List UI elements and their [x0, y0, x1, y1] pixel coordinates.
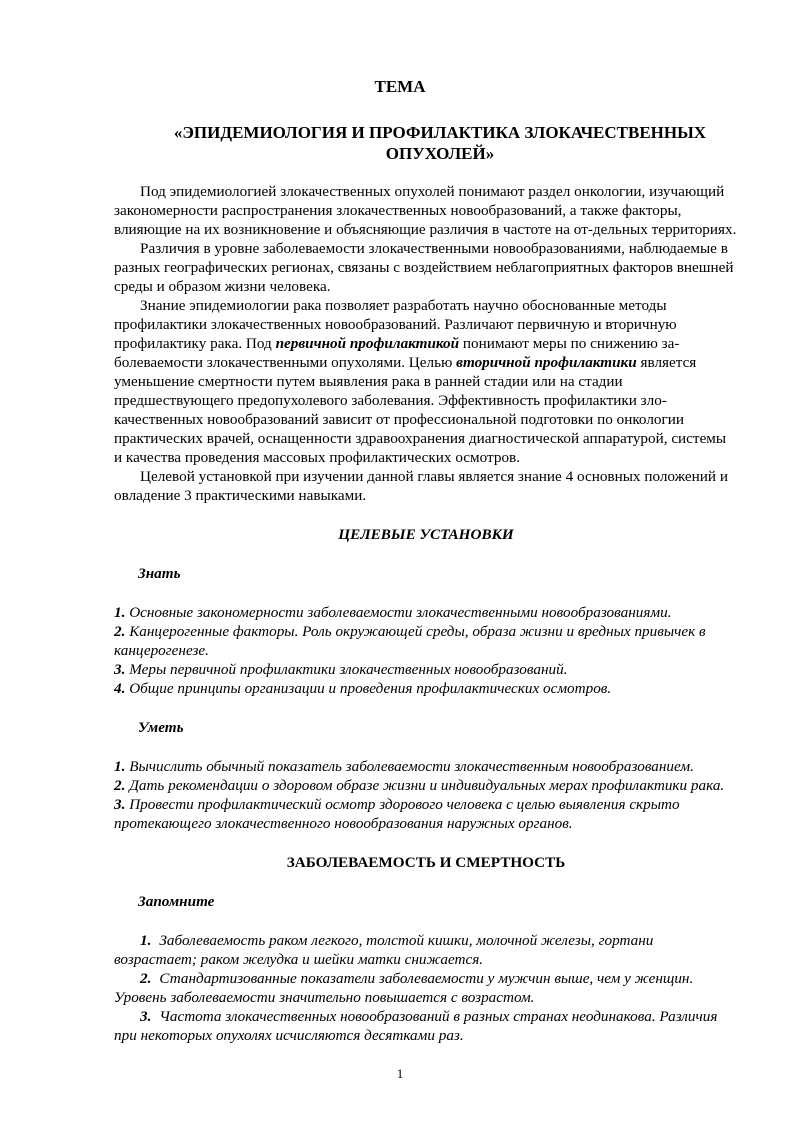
list-item: 1. Заболеваемость раком легкого, толстой кишки, молочной железы, гортани возрастает; раком желудка и шейки матки снижается. [114, 932, 654, 968]
section-heading-morbidity: ЗАБОЛЕВАЕМОСТЬ И СМЕРТНОСТЬ [286, 854, 566, 871]
list-item: 3. Провести профилактический осмотр здорового человека с целью выявления скрыто протекающего злокачественного новообразования наружных органов. [114, 796, 680, 832]
list-item: 1. Вычислить обычный показатель заболеваемости злокачественным новообразованием. [114, 758, 694, 775]
topic-label: ТЕМА [374, 77, 426, 96]
intro-paragraph-3 [114, 296, 738, 467]
memo-label: Запомните [138, 893, 215, 910]
know-list [114, 603, 738, 698]
intro-paragraph-1: Под эпидемиологией злокачественных опухолей понимают раздел онкологии, изучающий закономерности распространения злокачественных новообразований, а также факторы, влияющие на их возникновение и объясняющие различия в частоте на от-дельных территориях. [114, 183, 737, 238]
list-item: 4. Общие принципы организации и проведения профилактических осмотров. [114, 680, 612, 697]
term-secondary-prevention: вторичной профилактики [456, 354, 637, 371]
list-item: 2. Стандартизованные показатели заболеваемости у мужчин выше, чем у женщин. Уровень заболеваемости значительно повышается с возрастом. [114, 970, 694, 1006]
list-item: 2. Дать рекомендации о здоровом образе жизни и индивидуальных мерах профилактики рака. [114, 777, 725, 794]
can-label: Уметь [138, 719, 184, 736]
list-item: 3. Частота злокачественных новообразований в разных странах неодинакова. Различия при некоторых опухолях исчисляются десятками раз. [114, 1008, 718, 1044]
list-item: 2. Канцерогенные факторы. Роль окружающей среды, образа жизни и вредных привычек в канцерогенезе. [114, 623, 706, 659]
page-number: 1 [396, 1066, 404, 1081]
term-primary-prevention: первичной профилактикой [275, 335, 460, 352]
intro-text-c: является уменьшение смертности путем выявления рака в ранней стадии или на стадии предшествующего предопухолевого заболевания. Эффективность профилактики зло-качественных новообразований зависит от профессиональной подготовки по онкологии практических врачей, оснащенности здравоохранения диагностической аппаратурой, системы и качества проведения массовых профилактических осмотров. [114, 354, 727, 466]
list-item: 3. Меры первичной профилактики злокачественных новообразований. [114, 661, 568, 678]
intro-paragraph-4: Целевой установкой при изучении данной главы является знание 4 основных положений и овладение 3 практическими навыками. [114, 468, 728, 504]
can-list [114, 757, 738, 833]
know-label: Знать [138, 565, 181, 582]
section-heading-goals: ЦЕЛЕВЫЕ УСТАНОВКИ [338, 526, 514, 543]
intro-text-b: понимают меры по снижению за-болеваемости злокачественными опухолями. Целью [114, 335, 680, 371]
intro-paragraph-2: Различия в уровне заболеваемости злокачественными новообразованиями, наблюдаемые в разных географических регионах, связаны с воздействием неблагоприятных факторов внешней среды и образом жизни человека. [114, 240, 734, 295]
memo-list [114, 931, 738, 1045]
document-body [114, 182, 738, 1045]
document-title: «ЭПИДЕМИОЛОГИЯ И ПРОФИЛАКТИКА ЗЛОКАЧЕСТВЕННЫХ ОПУХОЛЕЙ» [173, 123, 707, 163]
list-item: 1. Основные закономерности заболеваемости злокачественными новообразованиями. [114, 604, 672, 621]
intro-text-a: Знание эпидемиологии рака позволяет разработать научно обоснованные методы профилактики злокачественных новообразований. Различают первичную и вторичную профилактику рака. Под [114, 297, 677, 352]
